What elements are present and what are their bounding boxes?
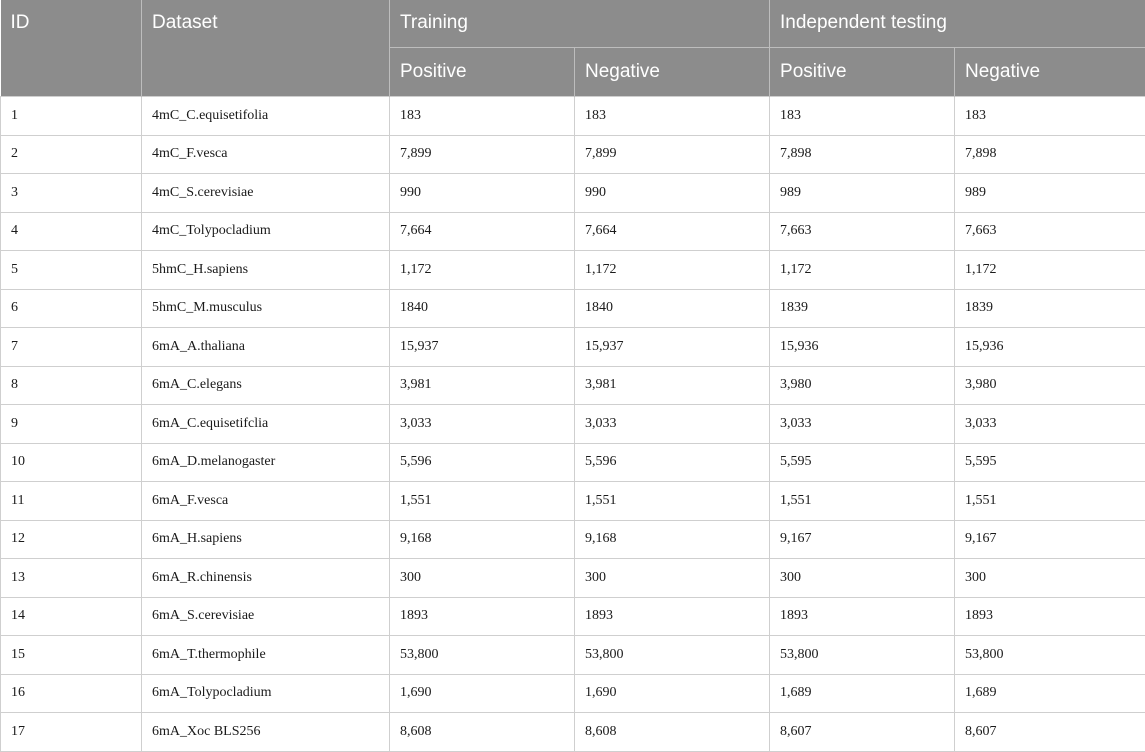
cell-dataset: 5hmC_H.sapiens: [142, 251, 390, 290]
cell-id: 6: [1, 289, 142, 328]
cell-training-negative: 1893: [575, 597, 770, 636]
header-dataset: Dataset: [142, 0, 390, 97]
header-training: Training: [390, 0, 770, 48]
cell-id: 15: [1, 636, 142, 675]
cell-dataset: 5hmC_M.musculus: [142, 289, 390, 328]
table-row: [1, 520, 1145, 559]
cell-dataset: 6mA_C.elegans: [142, 366, 390, 405]
cell-training-negative: 1,690: [575, 674, 770, 713]
table-row: [1, 597, 1145, 636]
cell-id: 1: [1, 97, 142, 136]
header-row-top: [1, 0, 1145, 48]
cell-id: 7: [1, 328, 142, 367]
cell-dataset: 4mC_C.equisetifolia: [142, 97, 390, 136]
cell-id: 11: [1, 482, 142, 521]
cell-training-negative: 300: [575, 559, 770, 598]
cell-training-negative: 15,937: [575, 328, 770, 367]
table-row: [1, 636, 1145, 675]
cell-testing-negative: 1,172: [955, 251, 1145, 290]
cell-dataset: 6mA_S.cerevisiae: [142, 597, 390, 636]
table-row: [1, 251, 1145, 290]
cell-testing-negative: 9,167: [955, 520, 1145, 559]
header-training-negative: Negative: [575, 48, 770, 97]
cell-dataset: 6mA_T.thermophile: [142, 636, 390, 675]
header-testing-negative: Negative: [955, 48, 1145, 97]
cell-training-positive: 1,690: [390, 674, 575, 713]
cell-testing-positive: 183: [770, 97, 955, 136]
cell-testing-positive: 3,033: [770, 405, 955, 444]
cell-training-negative: 990: [575, 174, 770, 213]
cell-training-negative: 183: [575, 97, 770, 136]
table-row: [1, 482, 1145, 521]
cell-dataset: 6mA_Tolypocladium: [142, 674, 390, 713]
cell-training-negative: 1,551: [575, 482, 770, 521]
cell-id: 16: [1, 674, 142, 713]
cell-training-positive: 7,664: [390, 212, 575, 251]
cell-testing-positive: 53,800: [770, 636, 955, 675]
cell-id: 13: [1, 559, 142, 598]
cell-training-positive: 8,608: [390, 713, 575, 752]
cell-testing-negative: 1893: [955, 597, 1145, 636]
cell-training-positive: 3,033: [390, 405, 575, 444]
table-row: [1, 443, 1145, 482]
cell-training-negative: 1,172: [575, 251, 770, 290]
cell-training-positive: 1893: [390, 597, 575, 636]
table-row: [1, 212, 1145, 251]
cell-training-positive: 7,899: [390, 135, 575, 174]
table-row: [1, 713, 1145, 752]
cell-testing-negative: 183: [955, 97, 1145, 136]
cell-training-positive: 1,551: [390, 482, 575, 521]
table-row: [1, 559, 1145, 598]
cell-testing-positive: 1,172: [770, 251, 955, 290]
cell-id: 9: [1, 405, 142, 444]
cell-testing-positive: 1,689: [770, 674, 955, 713]
cell-testing-positive: 9,167: [770, 520, 955, 559]
table-row: [1, 174, 1145, 213]
table-row: [1, 405, 1145, 444]
cell-id: 12: [1, 520, 142, 559]
header-id: ID: [1, 0, 142, 97]
cell-testing-positive: 7,898: [770, 135, 955, 174]
cell-testing-negative: 15,936: [955, 328, 1145, 367]
cell-training-positive: 990: [390, 174, 575, 213]
cell-training-positive: 300: [390, 559, 575, 598]
table-row: [1, 289, 1145, 328]
cell-training-negative: 1840: [575, 289, 770, 328]
cell-dataset: 6mA_Xoc BLS256: [142, 713, 390, 752]
cell-testing-positive: 1,551: [770, 482, 955, 521]
cell-training-positive: 5,596: [390, 443, 575, 482]
cell-testing-negative: 53,800: [955, 636, 1145, 675]
table-row: [1, 328, 1145, 367]
cell-training-negative: 5,596: [575, 443, 770, 482]
cell-testing-negative: 3,980: [955, 366, 1145, 405]
cell-training-positive: 1,172: [390, 251, 575, 290]
table-row: [1, 97, 1145, 136]
cell-training-positive: 15,937: [390, 328, 575, 367]
cell-testing-positive: 300: [770, 559, 955, 598]
cell-testing-negative: 5,595: [955, 443, 1145, 482]
cell-dataset: 6mA_D.melanogaster: [142, 443, 390, 482]
cell-testing-negative: 989: [955, 174, 1145, 213]
cell-testing-positive: 1893: [770, 597, 955, 636]
cell-dataset: 6mA_F.vesca: [142, 482, 390, 521]
cell-id: 8: [1, 366, 142, 405]
cell-testing-negative: 7,663: [955, 212, 1145, 251]
table-row: [1, 674, 1145, 713]
cell-id: 3: [1, 174, 142, 213]
header-training-positive: Positive: [390, 48, 575, 97]
cell-testing-negative: 7,898: [955, 135, 1145, 174]
cell-training-negative: 8,608: [575, 713, 770, 752]
cell-testing-positive: 8,607: [770, 713, 955, 752]
cell-dataset: 4mC_S.cerevisiae: [142, 174, 390, 213]
cell-testing-positive: 1839: [770, 289, 955, 328]
cell-training-negative: 3,981: [575, 366, 770, 405]
cell-testing-negative: 1,551: [955, 482, 1145, 521]
cell-testing-positive: 7,663: [770, 212, 955, 251]
cell-testing-positive: 3,980: [770, 366, 955, 405]
cell-dataset: 4mC_Tolypocladium: [142, 212, 390, 251]
cell-training-positive: 53,800: [390, 636, 575, 675]
cell-training-positive: 1840: [390, 289, 575, 328]
cell-testing-negative: 8,607: [955, 713, 1145, 752]
cell-training-positive: 183: [390, 97, 575, 136]
cell-dataset: 4mC_F.vesca: [142, 135, 390, 174]
table-row: [1, 135, 1145, 174]
table-row: [1, 366, 1145, 405]
cell-id: 5: [1, 251, 142, 290]
cell-testing-negative: 1839: [955, 289, 1145, 328]
header-independent-testing: Independent testing: [770, 0, 1145, 48]
cell-id: 14: [1, 597, 142, 636]
cell-testing-positive: 5,595: [770, 443, 955, 482]
cell-id: 2: [1, 135, 142, 174]
cell-training-negative: 53,800: [575, 636, 770, 675]
cell-id: 10: [1, 443, 142, 482]
cell-training-positive: 9,168: [390, 520, 575, 559]
cell-training-negative: 7,664: [575, 212, 770, 251]
cell-training-negative: 9,168: [575, 520, 770, 559]
cell-id: 4: [1, 212, 142, 251]
cell-training-negative: 7,899: [575, 135, 770, 174]
table-body: [1, 97, 1145, 752]
cell-testing-positive: 989: [770, 174, 955, 213]
cell-dataset: 6mA_A.thaliana: [142, 328, 390, 367]
cell-training-negative: 3,033: [575, 405, 770, 444]
cell-testing-negative: 300: [955, 559, 1145, 598]
cell-dataset: 6mA_H.sapiens: [142, 520, 390, 559]
header-testing-positive: Positive: [770, 48, 955, 97]
cell-testing-positive: 15,936: [770, 328, 955, 367]
cell-id: 17: [1, 713, 142, 752]
table-header: [1, 0, 1145, 97]
cell-dataset: 6mA_C.equisetifclia: [142, 405, 390, 444]
cell-training-positive: 3,981: [390, 366, 575, 405]
cell-testing-negative: 1,689: [955, 674, 1145, 713]
cell-dataset: 6mA_R.chinensis: [142, 559, 390, 598]
cell-testing-negative: 3,033: [955, 405, 1145, 444]
